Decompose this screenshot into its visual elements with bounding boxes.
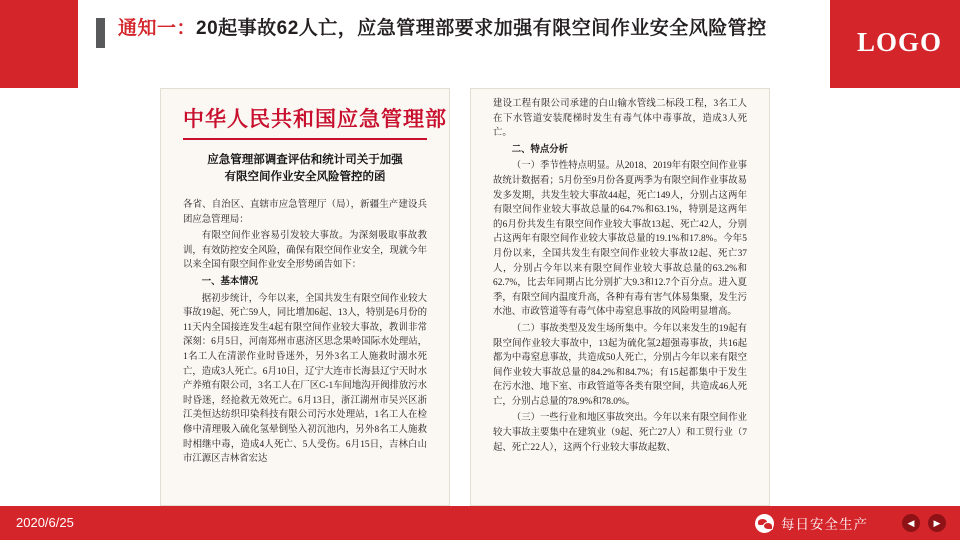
document-paragraph: （一）季节性特点明显。从2018、2019年有限空间作业事故统计数据看；5月份至9月份各夏两季为有限空间作业事故易发多发期，共发生较大事故44起，死亡149人，分别占这两年有限空间作业较大事故总量的64.7%和63.1%，特别是这两年的6月份共发生有限空间作业较大事故13起、死亡42人，分别占这两年有限空间作业较大事故总量的19.1%和17.8%。今年5月份以来，全国共发生有限空间作业较大事故12起、死亡37人，分别占今年以来有限空间作业较大事故总量的63.2%和62.7%，比去年同期占比分别扩大9.3和12.7个百分点。进入夏季，有限空间内温度升高，各种有毒有害气体易集聚，发生污水池、市政管道等有毒气体中毒窒息事故的风险明显增高。 bbox=[493, 161, 747, 318]
logo: LOGO bbox=[856, 27, 942, 57]
document-title-line2: 有限空间作业安全风险管控的函 bbox=[224, 171, 386, 183]
document-title bbox=[183, 152, 427, 186]
document-paragraph: （二）事故类型及发生场所集中。今年以来发生的19起有限空间作业较大事故中，13起为硫化氢2超强毒事故，共16起都为中毒窒息事故，共造成50人死亡，分别占今年以来有限空间作业较大事故总量的84.2%和84.7%；有15起都集中于发生在污水池、地下室、市政管道等各类有限空间，共造成46人死亡，分别占总量的78.9%和78.0%。 bbox=[493, 323, 747, 407]
document-paragraph: 建设工程有限公司承建的白山输水管线二标段工程，3名工人在下水管道安装爬梯时发生有毒气体中毒事故，造成3人死亡。 bbox=[493, 99, 747, 139]
page-title-lead: 通知一： bbox=[118, 18, 197, 39]
masthead-divider bbox=[183, 138, 427, 140]
header-left-red-block bbox=[0, 0, 78, 88]
document-title-line1: 应急管理部调查评估和统计司关于加强 bbox=[207, 154, 403, 166]
document-masthead: 中华人民共和国应急管理部 bbox=[183, 107, 447, 131]
document-paragraph: 有限空间作业容易引发较大事故。为深刻吸取事故教训，有效防控安全风险，确保有限空间作业安全，现就今年以来全国有限空间作业安全形势函告如下： bbox=[183, 231, 427, 271]
footer-brand bbox=[755, 513, 868, 533]
wechat-icon bbox=[755, 514, 774, 533]
page-title-text: 20起事故62人亡，应急管理部要求加强有限空间作业安全风险管控 bbox=[196, 18, 767, 39]
document-section-heading: 二、特点分析 bbox=[511, 144, 569, 155]
document-section-heading: 一、基本情况 bbox=[201, 276, 259, 287]
document-page-right bbox=[470, 88, 770, 506]
document-area bbox=[0, 88, 960, 506]
slide-header bbox=[0, 0, 960, 88]
footer-date: 2020/6/25 bbox=[16, 515, 74, 530]
footer-brand-label: 每日安全生产 bbox=[781, 517, 868, 532]
chevron-left-icon[interactable]: ◀ bbox=[902, 514, 920, 532]
document-paragraph: 各省、自治区、直辖市应急管理厅（局），新疆生产建设兵团应急管理局： bbox=[183, 200, 427, 225]
document-paragraph: 据初步统计，今年以来，全国共发生有限空间作业较大事故19起、死亡59人，同比增加6起、13人，特别是6月份的11天内全国接连发生4起有限空间作业较大事故，教训非常深刻：6月5日，河南郑州市惠济区思念果岭国际水处理站，1名工人在清淤作业时昏迷外，另外3名工人施救时溺水死亡，造成3人死亡。6月10日，辽宁大连市长海县辽宁天时水产养殖有限公司，3名工人在厂区C-1车间地沟开阀排放污水时昏迷，经抢救无效死亡。6月13日，浙江湖州市吴兴区浙江美恒达纺织印染科技有限公司污水处理站，1名工人在检修中清理吸入硫化氢晕倒坠入初沉池内，另外8名工人施救时相继中毒，造成4人死亡、5人受伤。6月15日，吉林白山市江源区吉林省宏达 bbox=[183, 293, 427, 465]
document-page-left bbox=[160, 88, 450, 506]
slide-footer bbox=[0, 506, 960, 540]
slide-nav[interactable] bbox=[902, 514, 946, 532]
header-accent-bar bbox=[96, 18, 105, 48]
document-paragraph: （三）一些行业和地区事故突出。今年以来有限空间作业较大事故主要集中在建筑业（9起、死亡27人）和工贸行业（7起、死亡22人），这两个行业较大事故起数、 bbox=[493, 413, 747, 453]
page-title bbox=[118, 14, 808, 44]
chevron-right-icon[interactable]: ▶ bbox=[928, 514, 946, 532]
